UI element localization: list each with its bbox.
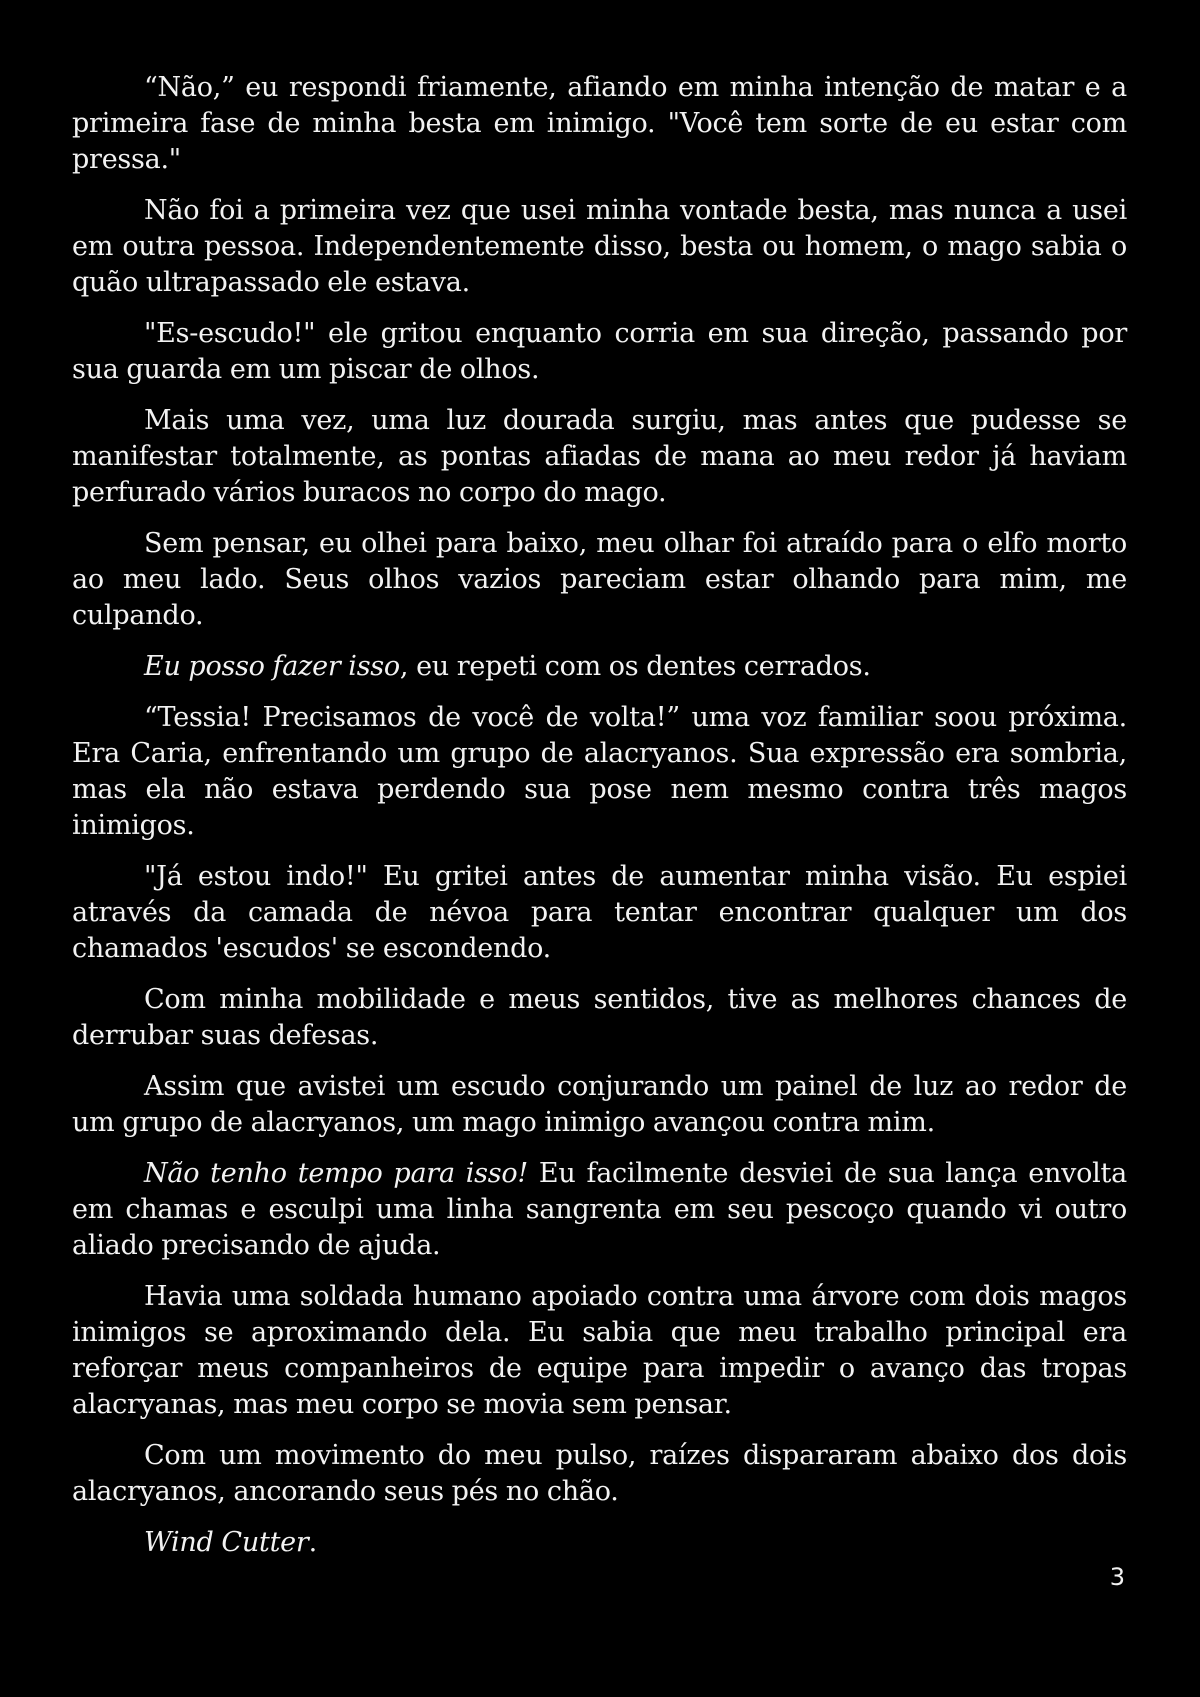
paragraph-8: "Já estou indo!" Eu gritei antes de aumentar minha visão. Eu espiei através da camada de névoa para tentar encontrar qualquer um dos chamados 'escudos' se escondendo. bbox=[72, 861, 1127, 964]
paragraph-13: Com um movimento do meu pulso, raízes dispararam abaixo dos dois alacryanos, ancorando seus pés no chão. bbox=[72, 1440, 1127, 1507]
italic-thought: Eu posso fazer isso bbox=[144, 651, 400, 682]
paragraph-text: Eu facilmente desviei de sua lança envolta em chamas e esculpi uma linha sangrenta em seu pescoço quando vi outro aliado precisando de ajuda. bbox=[72, 1158, 1128, 1261]
document-page bbox=[72, 70, 1127, 1576]
paragraph-6 bbox=[72, 649, 1127, 685]
paragraph-11 bbox=[72, 1156, 1127, 1264]
paragraph-12: Havia uma soldada humano apoiado contra uma árvore com dois magos inimigos se aproximando dela. Eu sabia que meu trabalho principal era reforçar meus companheiros de equipe para impedir o avanço das tropas alacryanas, mas meu corpo se movia sem pensar. bbox=[72, 1281, 1127, 1420]
paragraph-9: Com minha mobilidade e meus sentidos, tive as melhores chances de derrubar suas defesas. bbox=[72, 984, 1127, 1051]
paragraph-10: Assim que avistei um escudo conjurando um painel de luz ao redor de um grupo de alacryanos, um mago inimigo avançou contra mim. bbox=[72, 1071, 1127, 1138]
paragraph-7: “Tessia! Precisamos de você de volta!” uma voz familiar soou próxima. Era Caria, enfrentando um grupo de alacryanos. Sua expressão era sombria, mas ela não estava perdendo sua pose nem mesmo contra três magos inimigos. bbox=[72, 702, 1127, 841]
page-number: 3 bbox=[1109, 1563, 1125, 1591]
paragraph-5: Sem pensar, eu olhei para baixo, meu olhar foi atraído para o elfo morto ao meu lado. Seus olhos vazios pareciam estar olhando para mim, me culpando. bbox=[72, 528, 1127, 631]
paragraph-3: "Es-escudo!" ele gritou enquanto corria em sua direção, passando por sua guarda em um piscar de olhos. bbox=[72, 318, 1127, 385]
paragraph-14 bbox=[72, 1525, 1127, 1561]
paragraph-1: “Não,” eu respondi friamente, afiando em minha intenção de matar e a primeira fase de minha besta em inimigo. "Você tem sorte de eu estar com pressa." bbox=[72, 72, 1127, 175]
paragraph-text: , eu repeti com os dentes cerrados. bbox=[399, 651, 871, 682]
italic-thought: Não tenho tempo para isso! bbox=[144, 1158, 528, 1189]
paragraph-text: . bbox=[308, 1527, 317, 1558]
paragraph-4: Mais uma vez, uma luz dourada surgiu, mas antes que pudesse se manifestar totalmente, as pontas afiadas de mana ao meu redor já haviam perfurado vários buracos no corpo do mago. bbox=[72, 405, 1127, 508]
paragraph-2: Não foi a primeira vez que usei minha vontade besta, mas nunca a usei em outra pessoa. Independentemente disso, besta ou homem, o mago sabia o quão ultrapassado ele estava. bbox=[72, 195, 1127, 298]
italic-spell-name: Wind Cutter bbox=[144, 1527, 309, 1558]
